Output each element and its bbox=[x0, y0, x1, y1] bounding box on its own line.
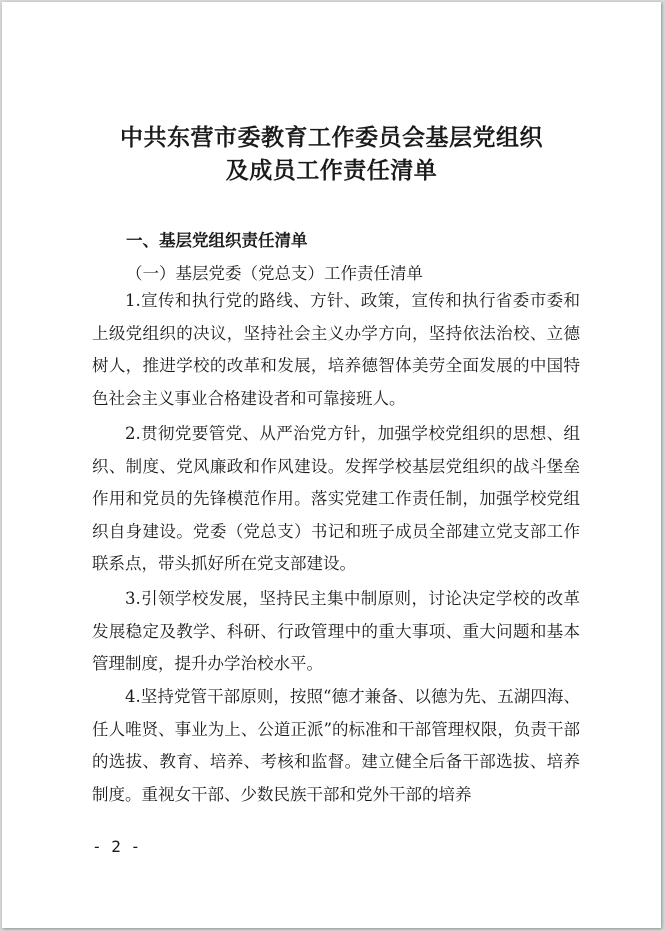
paragraph-4: 4.坚持党管干部原则，按照“德才兼备、以德为先、五湖四海、任人唯贤、事业为上、公道正派”的标准和干部管理权限，负责干部的选拔、教育、培养、考核和监督。建立健全后备干部选拔、培养制度。重视女干部、少数民族干部和党外干部的培养 bbox=[92, 687, 580, 804]
paragraph-1: 1.宣传和执行党的路线、方针、政策，宣传和执行省委市委和上级党组织的决议，坚持社会主义办学方向，坚持依法治校、立德树人，推进学校的改革和发展，培养德智体美劳全面发展的中国特色社会主义事业合格建设者和可靠接班人。 bbox=[92, 291, 580, 408]
paragraph-3: 3.引领学校发展，坚持民主集中制原则，讨论决定学校的改革发展稳定及教学、科研、行政管理中的重大事项、重大问题和基本管理制度，提升办学治校水平。 bbox=[92, 589, 580, 674]
paragraph-2: 2.贯彻党要管党、从严治党方针，加强学校党组织的思想、组织、制度、党风廉政和作风建设。发挥学校基层党组织的战斗堡垒作用和党员的先锋模范作用。落实党建工作责任制，加强学校党组织自身建设。党委（党总支）书记和班子成员全部建立党支部工作联系点，带头抓好所在党支部建设。 bbox=[92, 424, 580, 574]
page-number: - 2 - bbox=[92, 837, 141, 856]
document-page bbox=[2, 2, 661, 928]
section-heading: 一、基层党组织责任清单 bbox=[126, 231, 308, 250]
document-title-line-1: 中共东营市委教育工作委员会基层党组织 bbox=[120, 124, 543, 151]
subsection-heading: （一）基层党委（党总支）工作责任清单 bbox=[126, 264, 423, 283]
document-title-line-2: 及成员工作责任清单 bbox=[225, 157, 438, 184]
